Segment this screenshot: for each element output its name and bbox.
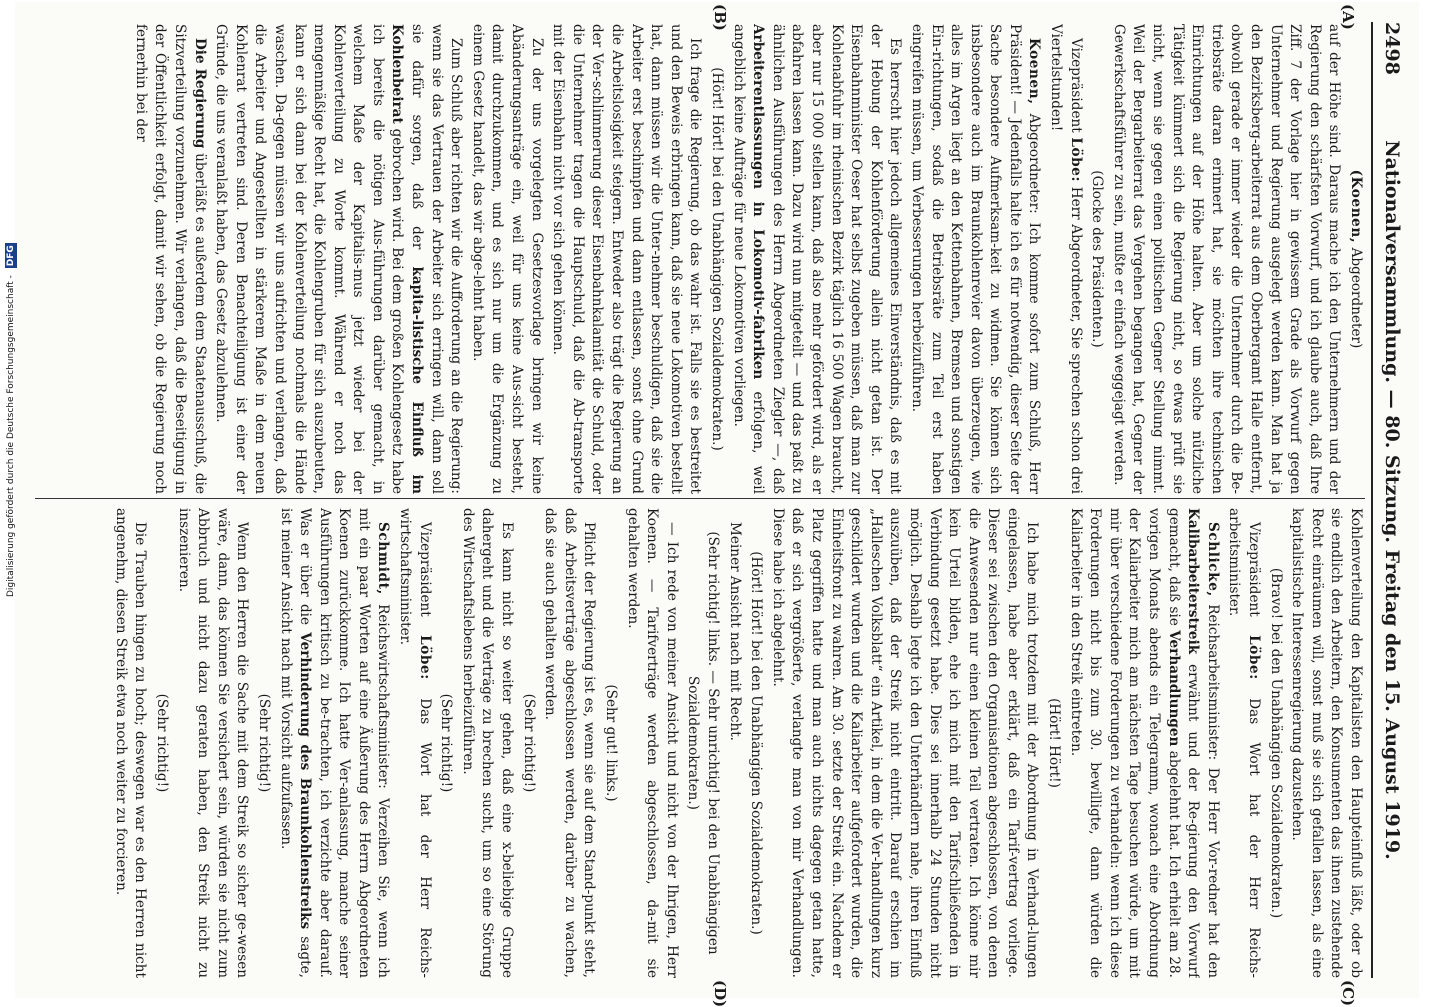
speaker-name: (Koenen,: [1348, 169, 1364, 244]
speaker-name: Löbe:: [1067, 137, 1084, 183]
left-column: [35, 24, 1365, 494]
interjection: (Sehr richtig! links. — Sehr unrichtig! bei den Unabhängigen Sozialdemokraten.): [685, 531, 721, 955]
speaker-name: Schlicke,: [1204, 522, 1221, 597]
speaker-name: Löbe:: [1246, 635, 1263, 680]
right-column: [35, 508, 1365, 978]
interjection: (Hört! Hört!): [1046, 698, 1063, 788]
speech-text: gebrochen wird. Bei dem großen Kohlengesetz habe ich bereits die nötigen Aus-führungen darüber gemacht, in welchem Maße der Kapitalis-mus jetzt wieder bei der Kohlenverteilung zu Worte kommt. Während er noch das mengenmäßige Recht hat, die Kohlengruben für sich auszubeuten, kann er sich dann bei der Kohlenverteilung nochmals die Hände waschen. Da-gegen müssen wir uns aufrichten und verlangen, daß die Arbeiter und Angestellten in stärkerem Maße in dem neuen Kohlenrat vertreten sind. Deren Benachteiligung ist einer der Gründe, die uns veranlaßt haben, das Gesetz abzulehnen.: [213, 24, 406, 494]
speech-text: Das Wort hat der Herr Reichs-arbeitsminister.: [1226, 508, 1263, 978]
paragraph: Die Trauben hingen zu hoch; deswegen war es den Herren nicht angenehm, diesen Streik etwa noch weiter zu forcieren.: [112, 508, 149, 978]
paragraph: [1224, 508, 1263, 978]
paragraph: [906, 24, 1043, 494]
margin-marker-b: (B): [711, 4, 729, 31]
digitization-credit: [4, 197, 18, 597]
emphasis: Arbeiterentlassungen in Lokomotiv-fabriken: [750, 24, 767, 380]
paragraph: — Ich rede von meiner Ansicht und nicht von der Ihrigen, Herr Koenen. — Tarifverträge werden abgeschlossen, da-mit sie gehalten werden.: [624, 508, 680, 978]
paragraph: auf der Höhe sind. Daraus mache ich den Unternehmern und der Regierung den schärfsten Vorwurf, und ich glaube auch, daß Ihre Ziff. 7 der Vorlage hier in gewissem Grade als Vorwurf gegen Unternehmer und Regierung ausgelegt werden kann. Man hat ja den Bezirksberg-arbeiterrat aus dem Oberbergamt Halle entfernt, obwohl gerade er immer wieder die Unternehmer durch die Be-triebsräte daran erinnert hat, sie möchten ihre technischen Einrichtungen auf der Höhe halten. Aber um solche nützliche Tätigkeit kümmert sich die Regierung nicht, so etwas prüft sie nicht, wenn sie gegen einen politischen Gegner Stellung nimmt. Weil der Bergarbeiterrat das Vergehen begangen hat, Gegner der Gewerkschaftsführer zu sein, mußte er einfach weggejagt werden.: [1110, 24, 1343, 494]
margin-marker-d: (D): [711, 980, 729, 1007]
interjection: (Bravo! bei den Unabhängigen Sozialdemokraten.): [1267, 567, 1284, 919]
interjection: (Hört! Hört! bei den Unabhängigen Sozialdemokraten.): [709, 67, 725, 451]
paragraph: Meiner Ansicht nach mit Recht.: [726, 522, 743, 741]
interjection: (Sehr richtig!): [438, 693, 455, 793]
column-rule: [35, 498, 1365, 499]
interjection: (Hört! Hört! bei den Unabhängigen Sozialdemokraten.): [748, 551, 765, 935]
credit-text: Digitalisierung gefördert durch die Deutsche Forschungsgemeinschaft -: [6, 275, 16, 597]
paragraph: [728, 24, 904, 494]
speech-text: Reichsarbeitsminister: Der Herr Vor-redner hat den: [1204, 604, 1221, 978]
emphasis: Verhandlungen: [1165, 630, 1182, 747]
emphasis: Kalibarbeiterstreik: [1185, 508, 1202, 655]
speaker-role: Abgeordneter): [1348, 247, 1364, 349]
speech-text: Zum Schluß aber richten wir die Aufforderung an die Regierung: wenn sie das Vertrauen der Arbeiter sich erringen will, dann soll sie dafür sorgen, daß der: [409, 24, 465, 494]
paragraph: Pflicht der Regierung ist es, wenn sie auf dem Stand-punkt steht, daß Arbeitsverträge abgeschlossen werden, darüber zu wachen, daß sie auch gehalten werden.: [542, 508, 598, 978]
paragraph: Zu der uns vorgelegten Gesetzesvorlage bringen wir keine Abänderungsanträge ein, weil für uns keine Aus-sicht besteht, damit durchzukommen, und es sich nur um die Ergänzung zu einem Gesetz handelt, das wir abge-lehnt haben.: [469, 24, 545, 494]
speaker-name: Schmidt,: [375, 522, 392, 595]
speech-text: erfolgen, weil angeblich keine Aufträge für neue Lokomotiven vorliegen.: [730, 24, 767, 494]
dfg-logo: DFG: [6, 245, 16, 267]
emphasis: Verhinderung des Braunkohlenstreiks: [297, 632, 314, 930]
speech-text: Das Wort hat der Herr Reichs-wirtschaftsminister.: [397, 508, 433, 978]
paragraph: [395, 508, 434, 978]
margin-marker-c: (C): [1339, 980, 1357, 1007]
interjection: (Sehr richtig!): [153, 693, 170, 793]
paragraph: Ich frage die Regierung, ob das wahr ist. Falls sie es bestreitet und den Beweis erbringen kann, daß sie neue Lokomotiven bestellt hat, dann müssen wir die Unter-nehmer beschuldigen, daß sie die Arbeiter erst beschimpfen und dann entlassen, sonst ohne Grund die Arbeitslosigkeit steigern. Entweder also trägt die Regierung an der Ver-schlimmerung dieser Eisenbahnkalamität die Schuld, oder die Unternehmer tragen die Hauptschuld, daß die Ab-transporte mit der Eisenbahn nicht vor sich gehen können.: [550, 24, 704, 494]
speaker-role: Vizepräsident: [1067, 38, 1084, 133]
speech-text: Reichswirtschaftsminister: Verzeihen Sie, wenn ich mit ein paar Worten auf eine Äußerung des Herrn Abgeordneten Koenen zurückkomme. Ich hatte Ver-anlassung, manche seiner Ausführungen kritisch zu be-trachten, ich verzichte aber darauf. Was er über die: [297, 508, 392, 978]
newspaper-page: [15, 2, 1419, 1007]
paragraph: Es kann nicht so weiter gehen, daß eine x-beliebige Gruppe dahergeht und die Verträge zu brechen sucht, um so eine Störung des Wirtschaftslebens herbeizuführen.: [459, 508, 516, 978]
paragraph: [275, 508, 393, 978]
speaker-name: Koenen,: [1026, 38, 1043, 105]
paragraph: [130, 24, 208, 494]
speech-text: erwähnt und der Re-gierung den Vorwurf gemacht, daß sie: [1165, 508, 1202, 978]
interjection: (Sehr richtig!): [255, 693, 272, 793]
paragraph: [211, 24, 466, 494]
paragraph: [1046, 24, 1085, 494]
speech-text: Herr Abgeordneter, Sie sprechen schon drei Viertelstunden!: [1048, 24, 1084, 494]
speaker-continuation: [1345, 24, 1365, 494]
speech-text: Abgeordneter: Ich komme sofort zum Schluß, Herr Präsident! — Jedenfalls halte ich es für notwendig, dieser Seite der Sache besondere Aufmerksam-keit zu widmen. Sie können sich insbesondere auch im Braunkohlenrevier davon überzeugen, wie alles im Argen liegt an den Kettenbahnen, Bremsen und sonstigen Ein-richtungen, sodaß die Betriebsräte zum Teil erst haben eingreifen müssen, um Verbesserungen herbeizuführen.: [908, 24, 1043, 494]
paragraph: [1065, 508, 1222, 978]
speaker-role: Vizepräsident: [1246, 522, 1263, 617]
emphasis: Die Regierung: [191, 38, 208, 149]
speech-text: überläßt es außerdem dem Staatenausschuß, die Sitzverteilung vorzunehmen. Wir verlangen, daß die Beseitigung in der Öffentlichkeit erfolgt, damit wir sehen, ob die Regierung noch fernerhin bei der: [132, 24, 208, 494]
speech-text: abgelehnt hat. Ich erhielt am 28. vorigen Monats abends ein Telegramm, wonach eine Abordnung der Kaliarbeiter mich am nächsten Tage besuchen würde, um mit mir über verschiedene Forderungen zu verhandeln: wenn ich diese Forderungen nicht bis zum 30. bewilligte, dann würden die Kaliarbeiter in den Streik eintreten.: [1067, 508, 1182, 978]
running-title: Nationalversammlung. — 80. Sitzung. Freitag den 15. August 1919.: [1381, 140, 1403, 860]
page-header: [1371, 22, 1409, 978]
emphasis: kapita-listische Einfluß im Kohlenbeirat: [389, 24, 426, 494]
page-number: 2498: [1381, 22, 1403, 75]
margin-marker-a: (A): [1339, 4, 1357, 30]
paragraph: Kohlenverteilung den Kapitalisten den Haupteinfluß läßt, oder ob sie endlich den Arbeitern, den Konsumenten das ihnen zustehende Recht einräumen will, sonst muß sie sich gefallen lassen, als eine kapitalistische Interessenregierung dazustehen.: [1289, 508, 1364, 978]
speech-text: sagte, ist meiner Ansicht nach mit Vorsicht aufzufassen.: [277, 508, 314, 978]
speaker-name: Löbe:: [416, 635, 433, 680]
interjection: (Glocke des Präsidenten.): [1089, 170, 1106, 348]
speech-text: Es herrscht hier jedoch allgemeines Einverständnis, daß es mit der Hebung der Kohlenförderung allein nicht getan ist. Der Eisenbahnminister Oeser hat selbst zugeben müssen, daß man zur Kohlenabfuhr im rheinischen Bezirk täglich 16 500 Wagen braucht, aber nur 15 000 stellen kann, daß also mehr gefördert wird, als er abfahren lassen kann. Dazu wird nun mitgeteilt — und das paßt zu ähnlichen Ausführungen des Herrn Abgeordneten Ziegler —, daß: [769, 24, 904, 494]
interjection: (Sehr gut! links.): [603, 684, 620, 802]
speaker-role: Vizepräsident: [416, 522, 433, 617]
paragraph: Wenn den Herren die Sache mit dem Streik so sicher ge-wesen wäre, dann, das können Sie versichert sein, würden sie nicht zum Abbruch und nicht dazu geraten haben, den Streik nicht zu inszenieren.: [175, 508, 251, 978]
interjection: (Sehr richtig!): [520, 693, 537, 793]
paragraph: Ich habe mich trotzdem mit der Abordnung in Verhand-lungen eingelassen, habe aber erklärt, daß ein Tarif-vertrag vorliege. Dieser sei zwischen den Organisationen abgeschlossen, von denen die Anwesenden nur einen kleinen Teil vertraten. Ich könne mir kein Urteil bilden, ehe ich mich mit den Tarifschließenden in Verbindung gesetzt habe. Dies sei innerhalb 24 Stunden nicht möglich. Deshalb legte ich den Unterhändlern nahe, ihren Einfluß auszuüben, daß der Streik nicht eintritt. Darauf erschien im „Halleschen Volksblatt“ ein Artikel, in dem die Ver-handlungen kurz geschildert wurden und die Kaliarbeiter aufgefordert wurden, die Einheitsfront zu wahren. Am 30. setzte der Streik ein. Nachdem er Platz gegriffen hatte und man auch nichts dagegen getan hatte, daß er sich vergrößerte, verlangte man von mir Verhandlungen. Diese habe ich abgelehnt.: [769, 508, 1041, 978]
